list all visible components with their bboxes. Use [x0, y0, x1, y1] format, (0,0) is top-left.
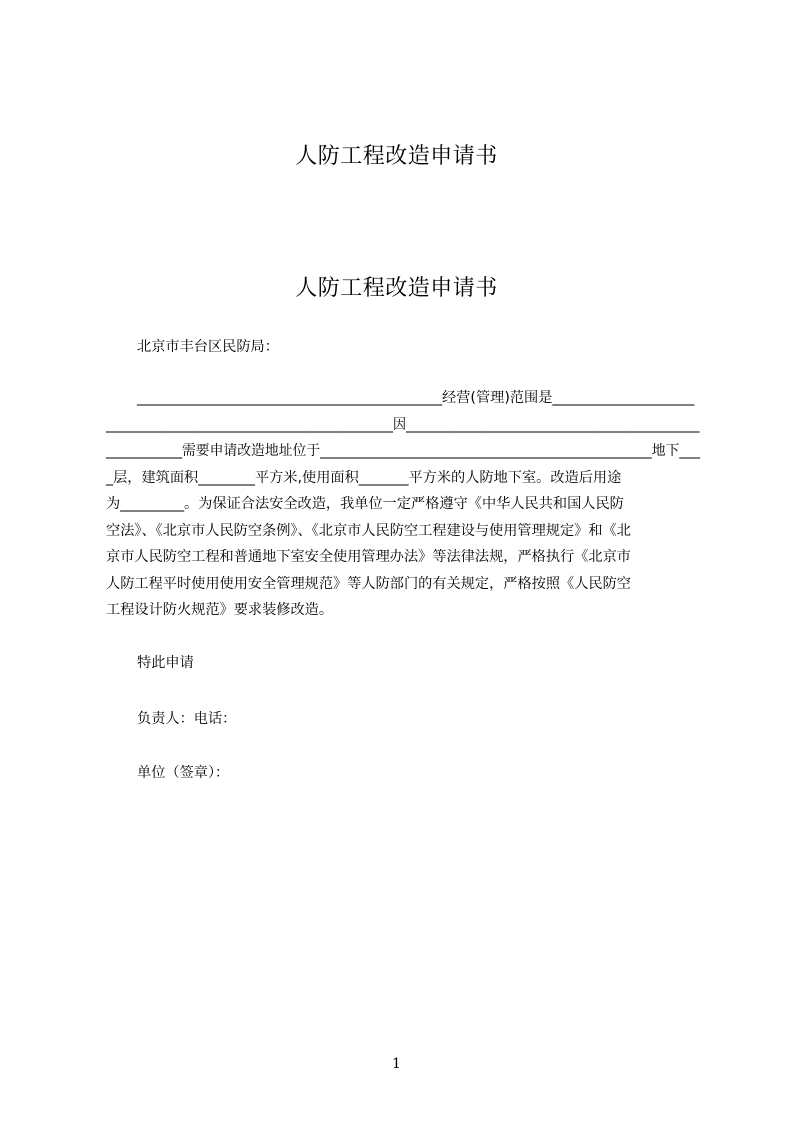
closing-text: 特此申请 — [137, 655, 194, 671]
body-line: _层，建筑面积________平方米,使用面积_______平方米的人防地下室。改造后用途 — [106, 469, 622, 486]
addressee: 北京市丰台区民防局： — [137, 339, 279, 355]
seal-field: 单位（签章）： — [137, 765, 230, 781]
body-line: 空法》、《北京市人民防空条例》、《北京市人民防空工程建设与使用管理规定》和《北 — [106, 522, 631, 539]
page-number: 1 — [392, 1056, 401, 1072]
body-line: ___________需要申请改造地址位于________________________________________________地下___ — [106, 443, 701, 459]
contact-field: 负责人：电话： — [137, 711, 237, 727]
body-line: ___________________________________________经营(管理)范围是____________________ — [137, 390, 695, 406]
document-title: 人防工程改造申请书 — [295, 276, 498, 301]
body-line: 工程设计防火规范》要求装修改造。 — [106, 602, 334, 618]
header-title: 人防工程改造申请书 — [295, 144, 498, 169]
body-paragraph — [106, 385, 700, 624]
body-line: ____________________________________________因_____________________________________________ — [106, 416, 700, 433]
body-line: 为_________。为保证合法安全改造，我单位一定严格遵守《中华人民共和国人民防 — [106, 496, 624, 512]
body-line: 京市人民防空工程和普通地下室安全使用管理办法》等法律法规，严格执行《北京市 — [106, 549, 631, 565]
body-line: 人防工程平时使用使用安全管理规范》等人防部门的有关规定，严格按照《人民防空 — [106, 575, 631, 592]
